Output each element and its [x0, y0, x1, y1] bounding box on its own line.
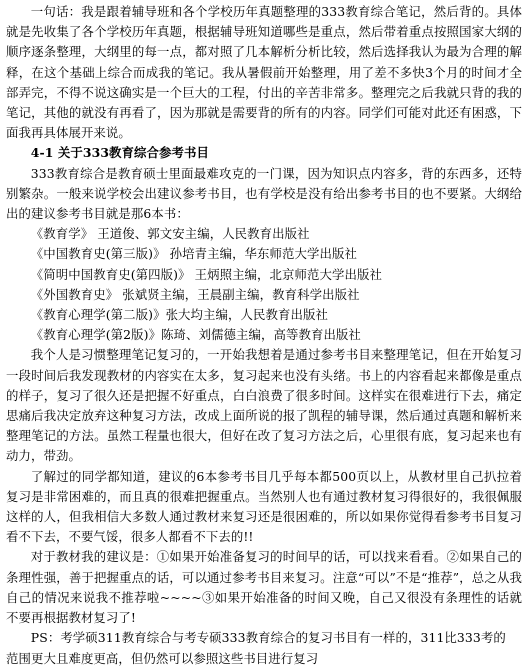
book-item: 《外国教育史》 张斌贤主编，王晨副主编，教育科学出版社 [30, 286, 360, 302]
intro-paragraph: 一句话：我是跟着辅导班和各个学校历年真题整理的333教育综合笔记，然后背的。具体就是先收集了各个学校历年真题，根据辅导班知道哪些是重点，然后带着重点按照国家大纲的顺序逐条整理，大纲里的每一点，都对照了几本解析分析比较，然后选择我认为最为合理的解释，在这个基础上综合而成我的笔记。我从暑假前开始整理，用了差不多快3个月的时间才全部弄完，不得不说这确实是一个巨大的工程，付出的辛苦非常多。整理完之后我就只背的我的笔记，其他的就没有再看了，因为那就是需要背的所有的内容。同学们可能对此还有困惑，下面我再具体展开来说。 [6, 4, 522, 141]
book-item: 《简明中国教育史(第四版)》 王炳照主编，北京师范大学出版社 [30, 266, 382, 282]
ps-cut-line: 范围更大且难度更高，但仍然可以参照这些书目进行复习 [6, 650, 319, 666]
section-heading: 4-1 关于333教育综合参考书目 [30, 145, 209, 161]
book-item: 《中国教育史(第三版)》 孙培青主编，华东师范大学出版社 [30, 246, 357, 262]
book-item: 《教育学》 王道俊、郭文安主编，人民教育出版社 [30, 226, 310, 242]
ps-paragraph: PS：考学硕311教育综合与考专硕333教育综合的复习书目有一样的，311比333考的 [30, 630, 506, 646]
book-item: 《教育心理学(第2版)》陈琦、刘儒德主编，高等教育出版社 [30, 327, 361, 343]
personal-method-paragraph: 我个人是习惯整理笔记复习的，一开始我想着是通过参考书目来整理笔记，但在开始复习一段时间后我发现教材的内容实在太多，复习起来也没有头绪。书上的内容看起来都像是重点的样子，复习了很久还是把握不好重点，白白浪费了很多时间。这样实在很难进行下去，痛定思痛后我决定放弃这种复习方法，改成上面所说的报了凯程的辅导课，然后通过真题和解析来整理笔记的方法。虽然工程量也很大，但好在改了复习方法之后，心里很有底，复习起来也有动力，带劲。 [6, 347, 522, 464]
advice-paragraph: 对于教材我的建议是：①如果开始准备复习的时间早的话，可以找来看看。②如果自己的条理性强，善于把握重点的话，可以通过参考书目来复习。注意“可以”不是“推荐”，总之从我自己的情况来说我不推荐啦~~~~③如果开始准备的时间又晚，自己又很没有条理性的话就不要再根据教材复习了! [6, 549, 522, 626]
book-item: 《教育心理学(第二版)》张大均主编，人民教育出版社 [30, 307, 328, 323]
book-pages-paragraph: 了解过的同学都知道，建议的6本参考书目几乎每本都500页以上，从教材里自己扒拉着复习是非常困难的，而且真的很难把握重点。当然别人也有通过教材复习得很好的，我很佩服这样的人，但我相信大多数人通过教材来复习还是很困难的，所以如果你觉得看参考书目复习看不下去，不要气馁，很多人都看不下去的!! [6, 468, 522, 545]
books-intro-paragraph: 333教育综合是教育硕士里面最难攻克的一门课，因为知识点内容多，背的东西多，还特别繁杂。一般来说学校会出建议参考书目，也有学校是没有给出参考书目的也不要紧。大纲给出的建议参考书目就是那6本书： [6, 165, 522, 222]
reference-book-list [6, 224, 522, 345]
